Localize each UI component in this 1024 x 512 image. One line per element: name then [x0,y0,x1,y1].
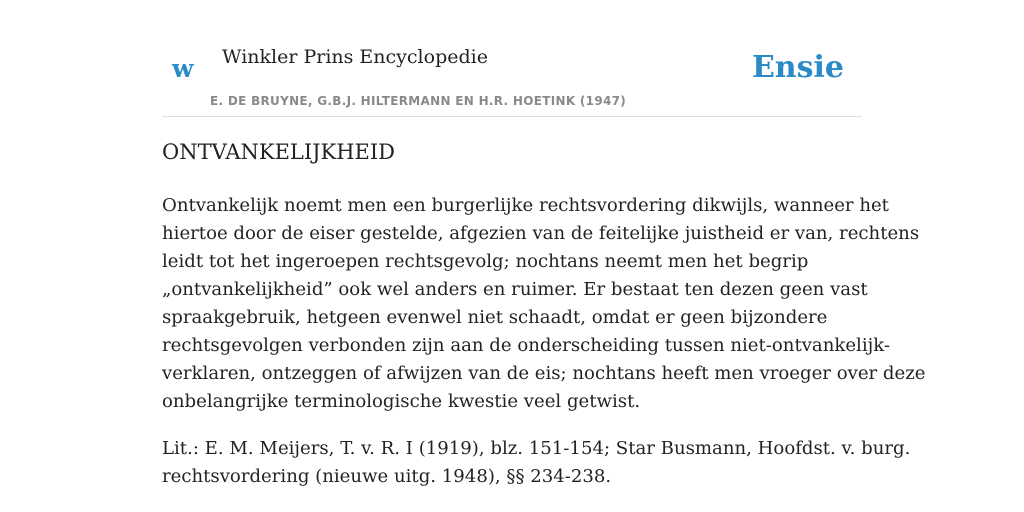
body-line: onbelangrijke terminologische kwestie veel getwist. [162,391,641,412]
article-body [162,192,926,416]
body-line: Ontvankelijk noemt men een burgerlijke rechtsvordering dikwijls, wanneer het [162,195,889,216]
ensie-brand-logo[interactable]: Ensie [751,50,844,85]
winkler-prins-logo-icon[interactable]: w [172,54,194,83]
literature-line: rechtsvordering (nieuwe uitg. 1948), §§ 234-238. [162,466,612,487]
literature-references [162,435,911,491]
article-title: ONTVANKELIJKHEID [162,140,396,164]
body-line: hiertoe door de eiser gestelde, afgezien van de feitelijke juistheid er van, rechtens [162,223,920,244]
body-line: spraakgebruik, hetgeen evenwel niet schaadt, omdat er geen bijzondere [162,307,828,328]
body-line: „ontvankelijkheid” ook wel anders en ruimer. Er bestaat ten dezen geen vast [162,279,868,300]
body-line: verklaren, ontzeggen of afwijzen van de eis; nochtans heeft men vroeger over deze [162,363,926,384]
site-title-link[interactable]: Winkler Prins Encyclopedie [222,46,488,68]
authors-byline: E. DE BRUYNE, G.B.J. HILTERMANN EN H.R. HOETINK (1947) [210,94,627,108]
literature-line: Lit.: E. M. Meijers, T. v. R. I (1919), blz. 151-154; Star Busmann, Hoofdst. v. burg. [162,438,911,459]
body-line: leidt tot het ingeroepen rechtsgevolg; nochtans neemt men het begrip [162,251,809,272]
page-header [162,0,862,117]
body-line: rechtsgevolgen verbonden zijn aan de onderscheiding tussen niet-ontvankelijk- [162,335,890,356]
